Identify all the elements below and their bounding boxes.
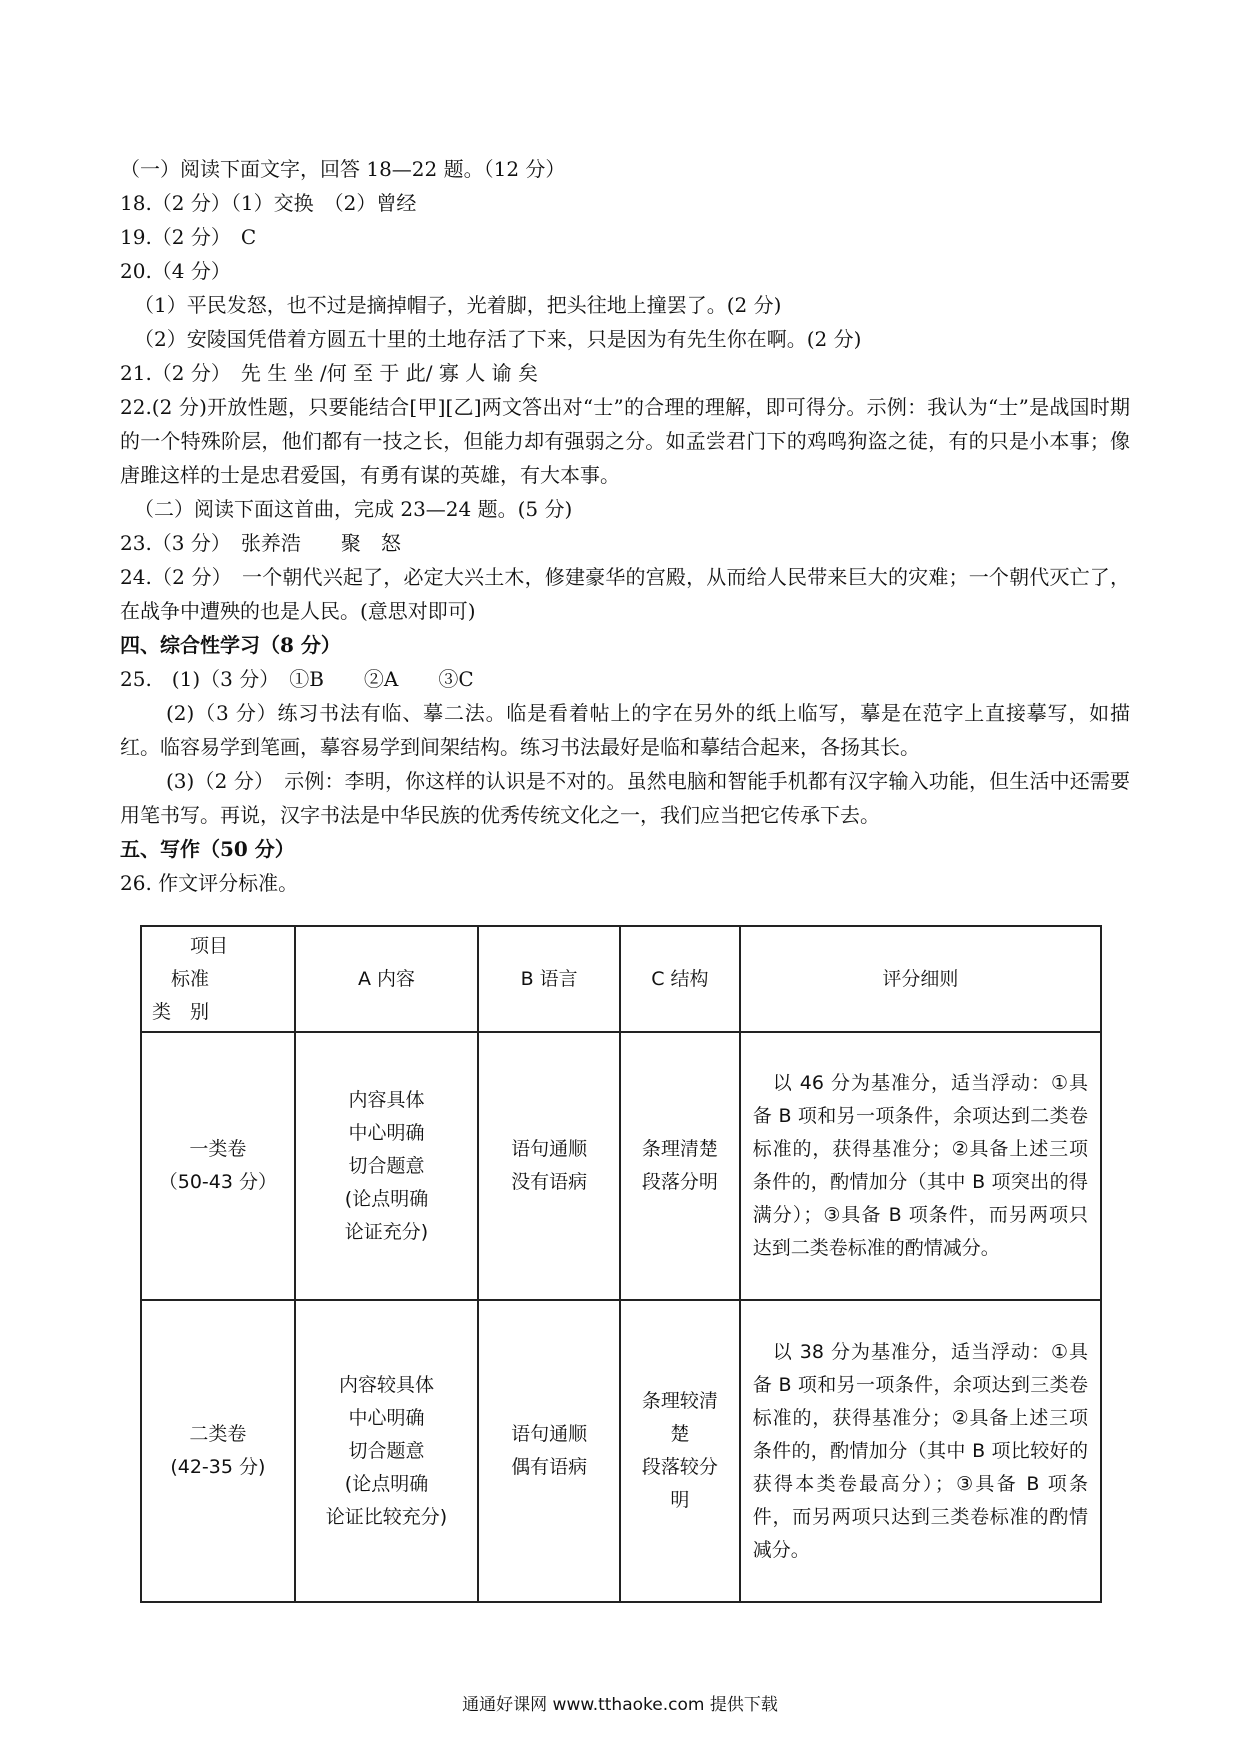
answer-20-part-2: （2）安陵国凭借着方圆五十里的土地存活了下来，只是因为有先生你在啊。(2 分) (134, 327, 862, 351)
structure-line: 明 (670, 1489, 690, 1511)
language-line: 没有语病 (511, 1171, 588, 1193)
content-line: (论点明确 (344, 1472, 429, 1495)
language-line: 偶有语病 (511, 1456, 588, 1478)
section-1-heading: （一）阅读下面文字，回答 18—22 题。（12 分） (120, 157, 566, 181)
content-line: (论点明确 (344, 1187, 429, 1210)
structure-line: 段落分明 (641, 1171, 718, 1193)
content-line: 内容较具体 (339, 1373, 435, 1396)
structure-line: 楚 (670, 1423, 690, 1445)
scoring-detail-cell: 以 46 分为基准分，适当浮动：①具备 B 项和另一项条件，余项达到二类卷标准的，获得基准分；②具备上述三项条件的，酌情加分（其中 B 项突出的得满分）；③具备 B 项条件，而另两项只达到二类卷标准的酌情减分。 (740, 1032, 1101, 1300)
structure-line: 条理较清 (641, 1390, 718, 1412)
answer-key-body (120, 152, 1130, 900)
answer-24: 24.（2 分） 一个朝代兴起了，必定大兴土木，修建豪华的宫殿，从而给人民带来巨大的灾难；一个朝代灭亡了，在战争中遭殃的也是人民。(意思对即可) (120, 565, 1130, 623)
essay-rubric-table (140, 925, 1102, 1603)
section-4-heading: 四、综合性学习（8 分） (120, 633, 341, 657)
answer-20-part-1: （1）平民发怒，也不过是摘掉帽子，光着脚，把头往地上撞罢了。(2 分) (134, 293, 782, 317)
header-item-label: 项目 (152, 934, 229, 957)
language-line: 语句通顺 (511, 1138, 588, 1160)
content-line: 内容具体 (348, 1088, 425, 1111)
category-cell (141, 1300, 295, 1602)
table-header-row (141, 926, 1101, 1032)
header-content: A 内容 (295, 926, 479, 1032)
answer-25-part-1: 25. (1)（3 分） ①B ②A ③C (120, 667, 474, 691)
header-category-cell (141, 926, 295, 1032)
language-cell (478, 1032, 620, 1300)
answer-19: 19.（2 分） C (120, 225, 257, 249)
header-standard-label: 标准 (152, 967, 210, 990)
content-line: 论证充分) (344, 1220, 429, 1243)
answer-25-part-3: (3)（2 分） 示例：李明，你这样的认识是不对的。虽然电脑和智能手机都有汉字输入功能，但生活中还需要用笔书写。再说，汉字书法是中华民族的优秀传统文化之一，我们应当把它传承下去。 (120, 769, 1130, 827)
category-name: 一类卷 (189, 1138, 247, 1160)
structure-line: 条理清楚 (641, 1138, 718, 1160)
answer-21: 21.（2 分） 先 生 坐 /何 至 于 此/ 寡 人 谕 矣 (120, 361, 538, 385)
content-line: 切合题意 (348, 1439, 425, 1462)
section-2-heading: （二）阅读下面这首曲，完成 23—24 题。(5 分) (134, 497, 573, 521)
answer-25-part-2: (2)（3 分）练习书法有临、摹二法。临是看着帖上的字在另外的纸上临写，摹是在范字上直接摹写，如描红。临容易学到笔画，摹容易学到间架结构。练习书法最好是临和摹结合起来，各扬其长。 (120, 701, 1130, 759)
category-cell (141, 1032, 295, 1300)
answer-20: 20.（4 分） (120, 259, 231, 283)
header-structure: C 结构 (620, 926, 740, 1032)
content-line: 论证比较充分) (325, 1505, 448, 1528)
structure-cell (620, 1300, 740, 1602)
structure-cell (620, 1032, 740, 1300)
answer-26-heading: 26. 作文评分标准。 (120, 871, 299, 895)
category-name: 二类卷 (189, 1423, 247, 1445)
content-cell (295, 1300, 479, 1602)
language-line: 语句通顺 (511, 1423, 588, 1445)
content-cell (295, 1032, 479, 1300)
header-scoring-details: 评分细则 (740, 926, 1101, 1032)
content-line: 切合题意 (348, 1154, 425, 1177)
category-range: （50-43 分） (158, 1171, 277, 1193)
section-5-heading: 五、写作（50 分） (120, 837, 295, 861)
answer-22: 22.(2 分)开放性题，只要能结合[甲][乙]两文答出对“士”的合理的理解，即可得分。示例：我认为“士”是战国时期的一个特殊阶层，他们都有一技之长，但能力却有强弱之分。如孟尝君门下的鸡鸣狗盗之徒，有的只是小本事；像唐雎这样的士是忠君爱国，有勇有谋的英雄，有大本事。 (120, 395, 1130, 487)
language-cell (478, 1300, 620, 1602)
header-category-label: 类 别 (152, 1000, 210, 1023)
header-language: B 语言 (478, 926, 620, 1032)
category-range: (42-35 分) (170, 1456, 266, 1478)
content-line: 中心明确 (348, 1121, 425, 1144)
answer-23: 23.（3 分） 张养浩 聚 怒 (120, 531, 401, 555)
structure-line: 段落较分 (641, 1456, 718, 1478)
scoring-detail-cell: 以 38 分为基准分，适当浮动：①具备 B 项和另一项条件，余项达到三类卷标准的，获得基准分；②具备上述三项条件的，酌情加分（其中 B 项比较好的获得本类卷最高分）；③具备 B 项条件，而另两项只达到三类卷标准的酌情减分。 (740, 1300, 1101, 1602)
table-row (141, 1300, 1101, 1602)
download-footer: 通通好课网 www.tthaoke.com 提供下载 (462, 1695, 778, 1715)
table-row (141, 1032, 1101, 1300)
answer-18: 18.（2 分）（1）交换 （2）曾经 (120, 191, 417, 215)
content-line: 中心明确 (348, 1406, 425, 1429)
